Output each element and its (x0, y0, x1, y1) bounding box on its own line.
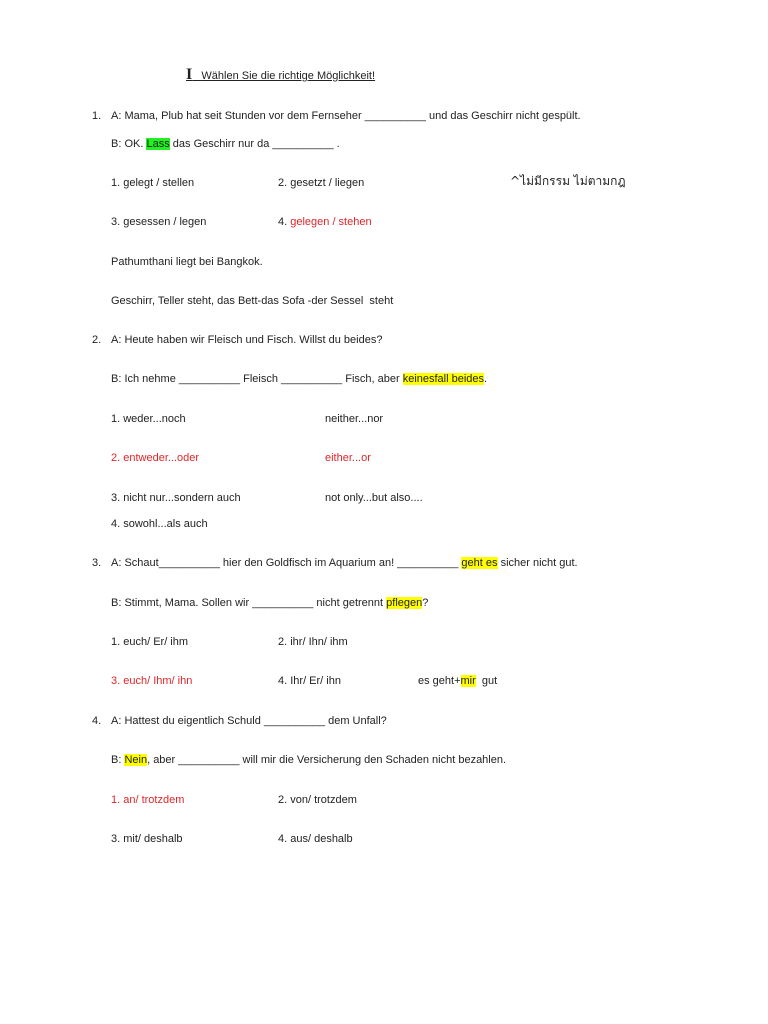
q2-option-3: 3. nicht nur...sondern auch (111, 492, 241, 504)
q1-number: 1. (92, 110, 102, 122)
q1-correct-answer: gelegen / stehen (290, 216, 372, 228)
q2-option-4: 4. sowohl...als auch (111, 518, 208, 530)
q2-option-2-english: either...or (325, 452, 371, 464)
q1-option-4: 4. gelegen / stehen (278, 216, 372, 228)
q1-highlight-lass: Lass (146, 138, 170, 150)
q4-highlight-nein: Nein (124, 754, 148, 766)
q3-highlight-geht-es: geht es (461, 557, 498, 569)
q1-option-2: 2. gesetzt / liegen (278, 177, 365, 189)
q2-option-3-english: not only...but also.... (325, 492, 423, 504)
q1-line-b: B: OK. Lass das Geschirr nur da __________ . (111, 138, 340, 150)
worksheet-heading (186, 66, 375, 84)
q1-option-1: 1. gelegt / stellen (111, 177, 195, 189)
q2-option-2: 2. entweder...oder (111, 452, 200, 464)
q4-option-2: 2. von/ trotzdem (278, 794, 357, 806)
q3-option-3: 3. euch/ Ihm/ ihn (111, 675, 193, 687)
q3-number: 3. (92, 557, 102, 569)
q2-number: 2. (92, 334, 102, 346)
q1-extra-note-2: Geschirr, Teller steht, das Bett-das Sofa -der Sessel steht (111, 295, 394, 307)
heading-text: Wählen Sie die richtige Möglichkeit! (201, 70, 376, 82)
q1-option-3: 3. gesessen / legen (111, 216, 207, 228)
q3-highlight-pflegen: pflegen (386, 597, 423, 609)
q4-option-1: 1. an/ trotzdem (111, 794, 185, 806)
q1-thai-note: ^ไม่มีกรรม ไม่ตามกฎ (510, 174, 626, 188)
q3-highlight-mir: mir (460, 675, 476, 687)
section-roman-numeral: I (186, 66, 193, 83)
q2-line-a: A: Heute haben wir Fleisch und Fisch. Willst du beides? (111, 334, 383, 346)
q3-option-1: 1. euch/ Er/ ihm (111, 636, 189, 648)
q2-option-1-english: neither...nor (325, 413, 384, 425)
q4-line-b: B: Nein, aber __________ will mir die Versicherung den Schaden nicht bezahlen. (111, 754, 507, 766)
q2-line-b: B: Ich nehme __________ Fleisch __________ Fisch, aber keinesfall beides. (111, 373, 488, 385)
q2-highlight: keinesfall beides (402, 373, 485, 385)
q3-line-a: A: Schaut__________ hier den Goldfisch im Aquarium an! __________ geht es sicher nicht gut. (111, 557, 578, 569)
q3-note: es geht+mir gut (418, 675, 498, 687)
q3-option-2: 2. ihr/ Ihn/ ihm (278, 636, 348, 648)
q4-line-a: A: Hattest du eigentlich Schuld __________ dem Unfall? (111, 715, 387, 727)
q1-line-a: A: Mama, Plub hat seit Stunden vor dem Fernseher __________ und das Geschirr nicht gespült. (111, 110, 581, 122)
q2-option-1: 1. weder...noch (111, 413, 186, 425)
q4-option-4: 4. aus/ deshalb (278, 833, 353, 845)
q4-number: 4. (92, 715, 102, 727)
q3-option-4: 4. Ihr/ Er/ ihn (278, 675, 341, 687)
q4-option-3: 3. mit/ deshalb (111, 833, 183, 845)
q3-line-b: B: Stimmt, Mama. Sollen wir __________ nicht getrennt pflegen? (111, 597, 429, 609)
q1-extra-note-1: Pathumthani liegt bei Bangkok. (111, 256, 263, 268)
